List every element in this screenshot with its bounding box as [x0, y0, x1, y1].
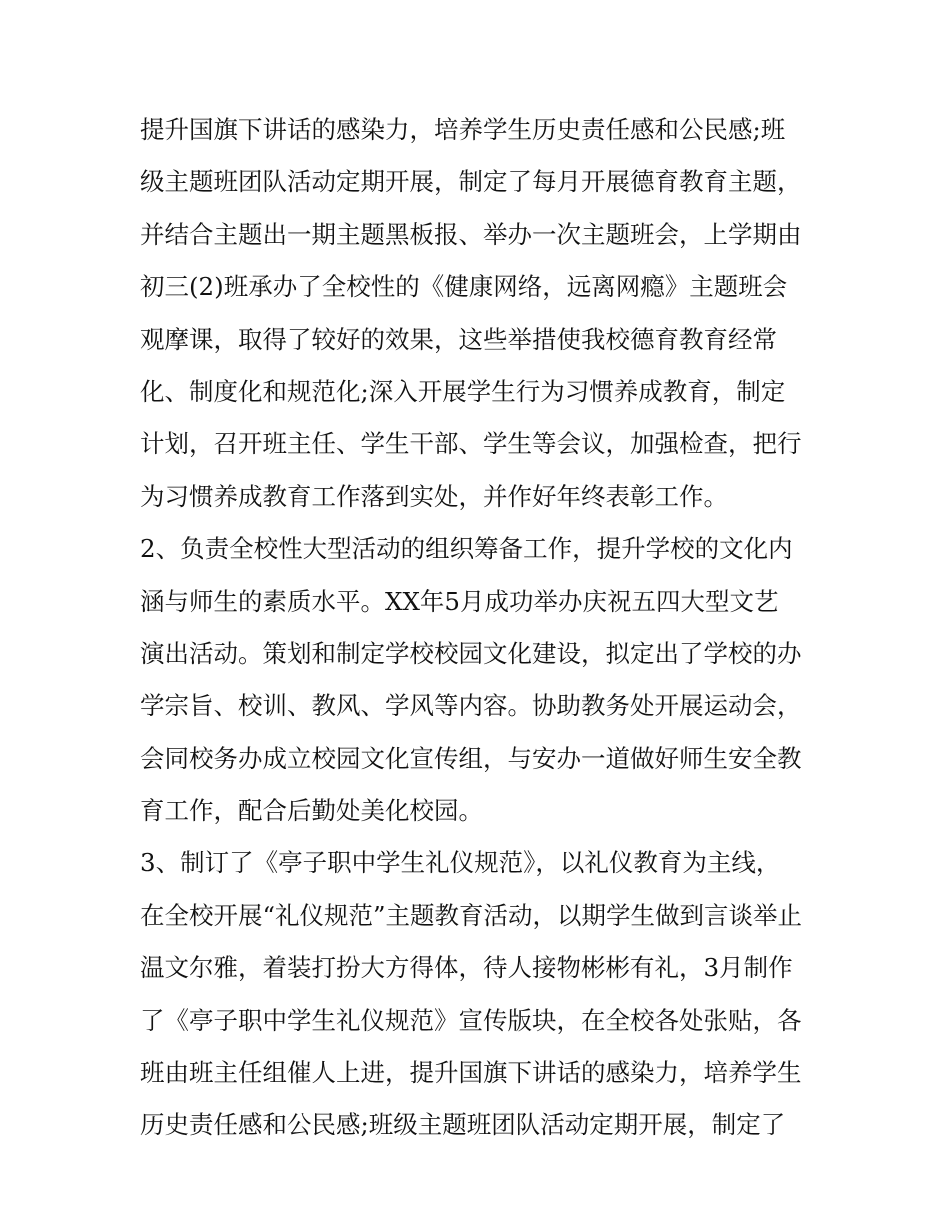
text-line: 提升国旗下讲话的感染力，培养学生历史责任感和公民感;班	[140, 115, 786, 144]
text-line: 2、负责全校性大型活动的组织筹备工作，提升学校的文化内	[140, 534, 793, 564]
text-line: 演出活动。策划和制定学校校园文化建设，拟定出了学校的办	[140, 638, 802, 668]
text-line: 班由班主任组催人上进，提升国旗下讲话的感染力，培养学生	[140, 1058, 802, 1088]
text-line: 为习惯养成教育工作落到实处，并作好年终表彰工作。	[140, 481, 728, 511]
text-line: 涵与师生的素质水平。XX年5月成功举办庆祝五四大型文艺	[140, 586, 779, 616]
text-line: 观摩课，取得了较好的效果，这些举措使我校德育教育经常	[140, 324, 777, 354]
text-line: 计划，召开班主任、学生干部、学生等会议，加强检查，把行	[140, 429, 802, 459]
text-line: 了《亭子职中学生礼仪规范》宣传版块，在全校各处张贴，各	[140, 1005, 802, 1035]
text-line: 学宗旨、校训、教风、学风等内容。协助教务处开展运动会，	[140, 691, 802, 721]
text-line: 3、制订了《亭子职中学生礼仪规范》，以礼仪教育为主线，	[140, 848, 781, 878]
text-line: 初三(2)班承办了全校性的《健康网络，远离网瘾》主题班会	[140, 272, 788, 302]
text-line: 级主题班团队活动定期开展，制定了每月开展德育教育主题，	[140, 167, 802, 197]
text-line: 历史责任感和公民感;班级主题班团队活动定期开展，制定了	[140, 1110, 786, 1140]
text-line: 会同校务办成立校园文化宣传组，与安办一道做好师生安全教	[140, 743, 802, 773]
text-line: 在全校开展“礼仪规范”主题教育活动，以期学生做到言谈举止	[140, 900, 803, 930]
body-text	[140, 104, 820, 1152]
text-line: 化、制度化和规范化;深入开展学生行为习惯养成教育，制定	[140, 376, 786, 406]
text-line: 温文尔雅，着装打扮大方得体，待人接物彬彬有礼，3月制作	[140, 953, 793, 983]
text-line: 育工作，配合后勤处美化校园。	[140, 796, 483, 826]
text-line: 并结合主题出一期主题黑板报、举办一次主题班会，上学期由	[140, 219, 802, 249]
